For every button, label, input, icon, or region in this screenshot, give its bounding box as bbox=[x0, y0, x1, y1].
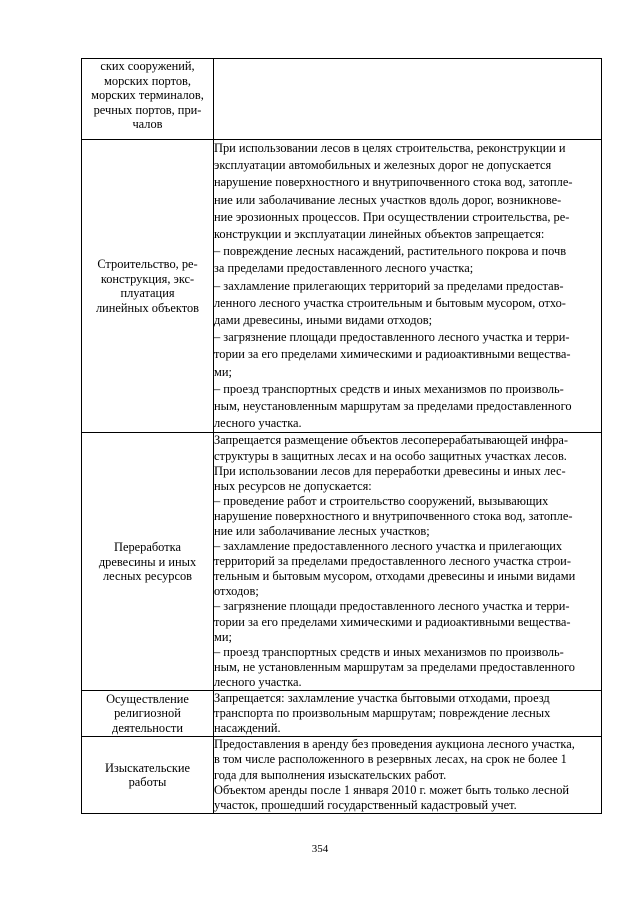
requirement-line: транспорта по произвольным маршрутам; повреждение лесных bbox=[214, 706, 551, 721]
requirement-line: отходов; bbox=[214, 584, 259, 599]
requirement-line: структуры в защитных лесах и на особо защитных участках лесов. bbox=[214, 448, 567, 463]
activity-line: Переработка bbox=[114, 540, 181, 554]
requirement-line: тельным и бытовым мусором, отходами древесины и иными видами bbox=[214, 569, 576, 584]
requirement-line: – проезд транспортных средств и иных механизмов по произволь- bbox=[214, 381, 564, 396]
activity-line: чалов bbox=[132, 117, 163, 131]
requirement-line: лесного участка. bbox=[214, 674, 302, 689]
requirement-line: – загрязнение площади предоставленного лесного участка и терри- bbox=[214, 330, 570, 345]
requirement-line: ние или заболачивание лесных участков; bbox=[214, 524, 430, 539]
table-row bbox=[82, 433, 602, 691]
requirement-line: нарушение поверхностного и внутрипочвенного стока вод, затопле- bbox=[214, 175, 573, 190]
requirement-line: – захламление прилегающих территорий за пределами предостав- bbox=[214, 278, 564, 293]
requirement-line: насаждений. bbox=[214, 721, 281, 736]
requirement-line: – проведение работ и строительство сооружений, вызывающих bbox=[214, 493, 549, 508]
row-activity-cell bbox=[82, 433, 214, 691]
row-activity-cell bbox=[82, 140, 214, 433]
requirement-line: территорий за пределами предоставленного лесного участка строи- bbox=[214, 554, 571, 569]
requirement-line: ми; bbox=[214, 629, 232, 644]
row-requirements-cell bbox=[214, 433, 602, 691]
requirement-line: ние эрозионных процессов. При осуществлении строительства, ре- bbox=[214, 209, 570, 224]
requirement-line: При использовании лесов для переработки древесины и иных лес- bbox=[214, 463, 566, 478]
requirement-line: ным, неустановленным маршрутам за пределами предоставленного bbox=[214, 399, 572, 414]
requirement-line: конструкции и эксплуатации линейных объектов запрещается: bbox=[214, 227, 545, 242]
activity-line: плуатация bbox=[120, 286, 175, 301]
requirement-line: – проезд транспортных средств и иных механизмов по произволь- bbox=[214, 644, 564, 659]
requirement-line: года для выполнения изыскательских работ. bbox=[214, 767, 447, 782]
requirement-line: дами древесины, иными видами отходов; bbox=[214, 313, 433, 328]
row-activity-cell bbox=[82, 691, 214, 737]
requirement-line: Запрещается: захламление участка бытовыми отходами, проезд bbox=[214, 691, 550, 706]
activity-line: линейных объектов bbox=[95, 300, 200, 315]
row-requirements-cell bbox=[214, 140, 602, 433]
activity-line: морских портов, bbox=[104, 73, 191, 88]
row-requirements-cell bbox=[214, 737, 602, 813]
requirement-line: – повреждение лесных насаждений, растительного покрова и почв bbox=[214, 244, 567, 259]
row-activity-cell bbox=[82, 737, 214, 813]
activity-line: древесины и иных bbox=[98, 554, 197, 569]
activity-line: ских сооружений, bbox=[100, 59, 195, 73]
table-row bbox=[82, 737, 602, 813]
activity-line: лесных ресурсов bbox=[102, 569, 193, 583]
requirement-line: эксплуатации автомобильных и железных дорог не допускается bbox=[214, 158, 552, 173]
table-row bbox=[82, 691, 602, 737]
requirement-line: участок, прошедший государственный кадастровый учет. bbox=[214, 797, 517, 812]
requirement-line: ленного лесного участка строительным и бытовым мусором, отхо- bbox=[214, 295, 566, 310]
requirement-line: Объектом аренды после 1 января 2010 г. может быть только лесной bbox=[214, 782, 570, 797]
row-requirements-cell bbox=[214, 691, 602, 737]
table-row bbox=[82, 59, 602, 140]
requirement-line: ных ресурсов не допускается: bbox=[214, 478, 372, 493]
requirement-line: в том числе расположенного в резервных лесах, на срок не более 1 bbox=[214, 752, 567, 767]
activity-line: деятельности bbox=[112, 720, 183, 735]
requirement-line: Запрещается размещение объектов лесоперерабатывающей инфра- bbox=[214, 433, 569, 448]
activity-line: Строительство, ре- bbox=[97, 257, 198, 272]
requirement-line: тории за его пределами химическими и радиоактивными вещества- bbox=[214, 347, 571, 362]
requirement-line: лесного участка. bbox=[214, 416, 302, 431]
row-activity-cell bbox=[82, 59, 214, 140]
requirement-line: ным, не установленным маршрутам за пределами предоставленного bbox=[214, 659, 575, 674]
requirement-line: – захламление предоставленного лесного участка и прилегающих bbox=[214, 539, 563, 554]
requirement-line: ми; bbox=[214, 364, 232, 379]
page-number: 354 bbox=[311, 843, 329, 855]
activity-line: речных портов, при- bbox=[93, 102, 202, 117]
table-row bbox=[82, 140, 602, 433]
activity-line: религиозной bbox=[114, 706, 181, 721]
requirement-line: При использовании лесов в целях строительства, реконструкции и bbox=[214, 141, 566, 155]
requirement-line: ние или заболачивание лесных участков вдоль дорог, возникнове- bbox=[214, 192, 562, 207]
regulations-table bbox=[81, 58, 602, 814]
requirement-line: за пределами предоставленного лесного участка; bbox=[214, 261, 474, 276]
activity-line: Осуществление bbox=[106, 691, 189, 706]
row-requirements-cell bbox=[214, 59, 602, 140]
requirement-line: нарушение поверхностного и внутрипочвенного стока вод, затопле- bbox=[214, 508, 573, 523]
activity-line: конструкция, экс- bbox=[100, 271, 195, 286]
activity-line: работы bbox=[128, 775, 167, 790]
activity-line: морских терминалов, bbox=[91, 88, 204, 102]
requirement-line: Предоставления в аренду без проведения аукциона лесного участка, bbox=[214, 737, 575, 752]
requirement-line: тории за его пределами химическими и радиоактивными вещества- bbox=[214, 614, 571, 629]
requirement-line: – загрязнение площади предоставленного лесного участка и терри- bbox=[214, 599, 570, 614]
activity-line: Изыскательские bbox=[104, 760, 191, 775]
